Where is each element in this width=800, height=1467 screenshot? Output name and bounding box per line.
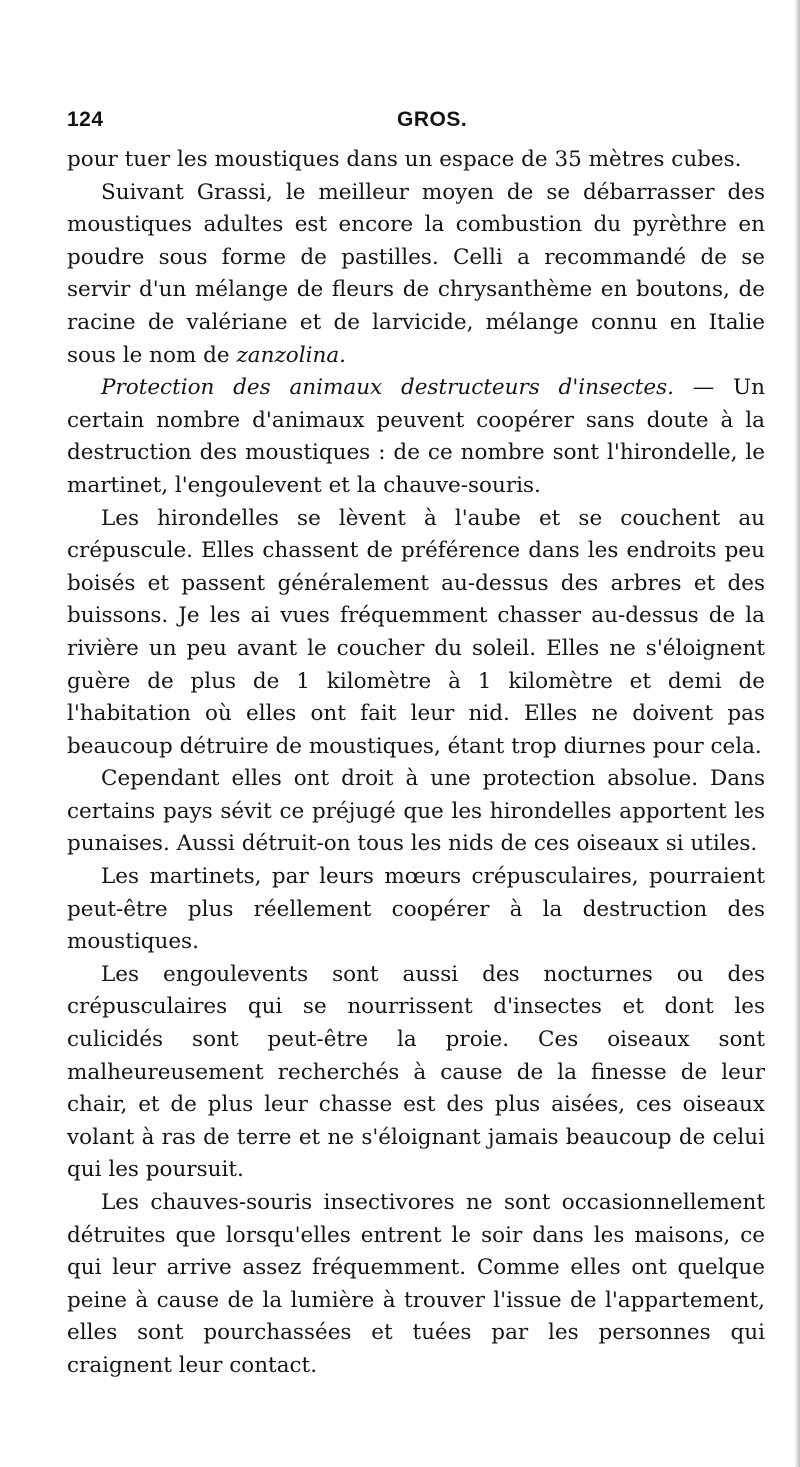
paragraph-chauves-souris: Les chauves-souris insectivores ne sont occasionnellement détruites que lorsqu'elles entrent le soir dans les maisons, ce qui leur arrive assez fréquemment. Comme elles ont quelque peine à cause de la lumière à trouver l'issue de l'appartement, elles sont pourchassées et tuées par les personnes qui craignent leur contact.	[67, 1190, 765, 1378]
paragraph-hirondelles: Les hirondelles se lèvent à l'aube et se couchent au crépuscule. Elles chassent de préférence dans les endroits peu boisés et passent généralement au-dessus des arbres et des buissons. Je les ai vues fréquemment chasser au-dessus de la rivière un peu avant le coucher du soleil. Elles ne s'éloignent guère de plus de 1 kilomètre à 1 kilomètre et demi de l'habitation où elles ont fait leur nid. Elles ne doivent pas beaucoup détruire de moustiques, étant trop diurnes pour cela.	[67, 505, 765, 759]
paragraph-protection	[67, 372, 765, 502]
page-header	[67, 102, 767, 142]
section-heading-protection: Protection des animaux destructeurs d'insectes.	[101, 375, 674, 401]
paragraph-engoulevents: Les engoulevents sont aussi des nocturnes ou des crépusculaires qui se nourrissent d'insectes et dont les culicidés sont peut-être la proie. Ces oiseaux sont malheureusement recherchés à cause de la finesse de leur chair, et de plus leur chasse est des plus aisées, ces oiseaux volant à ras de terre et ne s'éloignant jamais beaucoup de celui qui les poursuit.	[67, 961, 765, 1183]
paragraph-text: — Un certain nombre d'animaux peuvent coopérer sans doute à la destruction des moustiques : de ce nombre sont l'hirondelle, le martinet, l'engoulevent et la chauve-souris.	[67, 375, 766, 498]
paragraph-grassi	[67, 177, 765, 373]
body-text	[67, 144, 765, 1383]
running-head: GROS.	[397, 108, 468, 131]
page-edge-shadow	[794, 0, 800, 1467]
paragraph-text: Suivant Grassi, le meilleur moyen de se débarrasser des moustiques adultes est encore la combustion du pyrèthre en poudre sous forme de pastilles. Celli a recommandé de se servir d'un mélange de fleurs de chrysanthème en boutons, de racine de valériane et de larvicide, mélange connu en Italie sous le nom de	[67, 179, 765, 368]
italic-term-zanzolina: zanzolina	[236, 342, 340, 368]
paragraph-continuation: pour tuer les moustiques dans un espace de 35 mètres cubes.	[67, 147, 742, 172]
paragraph-end-period: .	[339, 342, 347, 368]
page-number: 124	[67, 108, 104, 131]
paragraph-protection-absolue: Cependant elles ont droit à une protection absolue. Dans certains pays sévit ce préjugé que les hirondelles apportent les punaises. Aussi détruit-on tous les nids de ces oiseaux si utiles.	[67, 766, 765, 857]
paragraph-martinets: Les martinets, par leurs mœurs crépusculaires, pourraient peut-être plus réellement coopérer à la destruction des moustiques.	[67, 864, 765, 955]
